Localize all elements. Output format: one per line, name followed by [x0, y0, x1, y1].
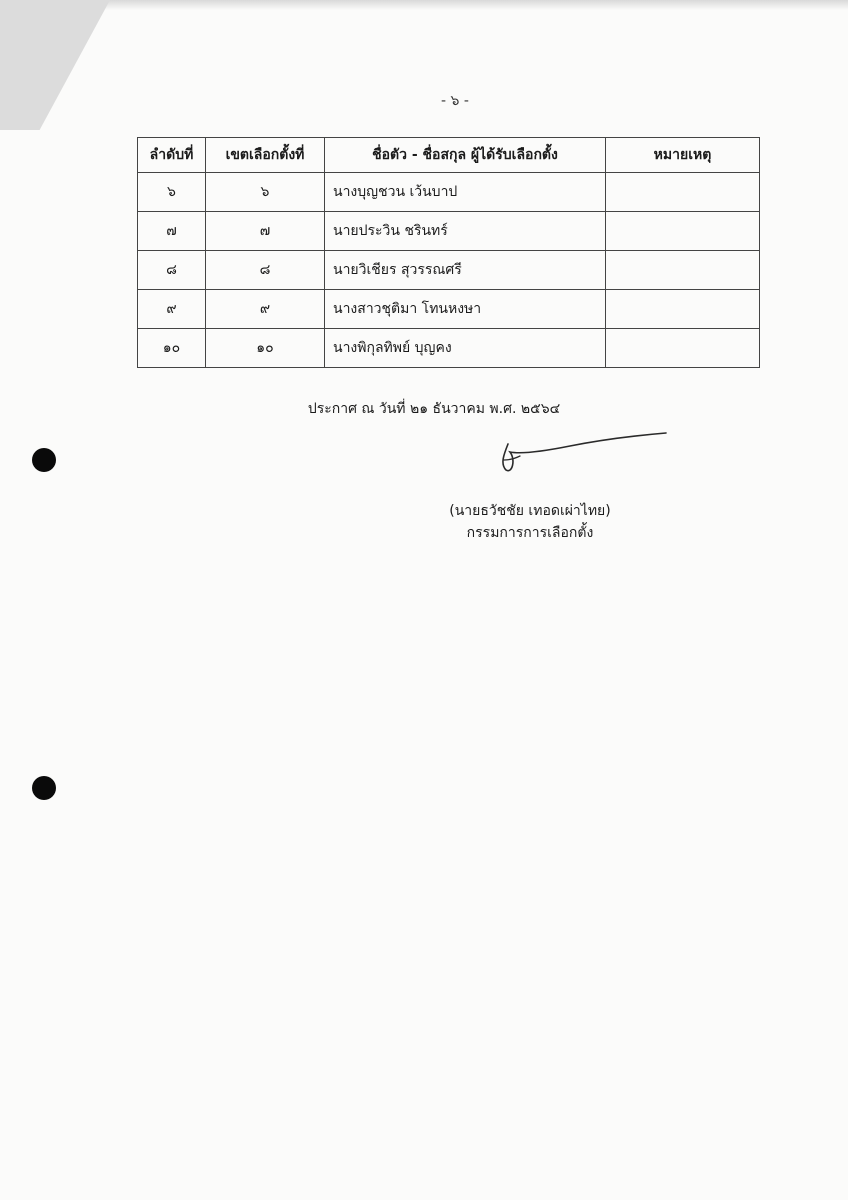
- scan-top-edge: [0, 0, 848, 10]
- row-note: [606, 251, 760, 290]
- row-zone: ๘: [206, 251, 325, 290]
- signer-title: กรรมการการเลือกตั้ง: [466, 525, 594, 541]
- row-order: ๘: [138, 251, 206, 290]
- row-zone: ๑๐: [206, 329, 325, 368]
- table-row: [138, 329, 760, 368]
- row-note: [606, 212, 760, 251]
- header-name: ชื่อตัว - ชื่อสกุล ผู้ได้รับเลือกตั้ง: [325, 138, 606, 173]
- binder-hole: [32, 776, 56, 800]
- row-note: [606, 290, 760, 329]
- page-number: - ๖ -: [441, 93, 469, 109]
- row-name: นายวิเชียร สุวรรณศรี: [325, 251, 606, 290]
- table-row: [138, 212, 760, 251]
- signer-name: (นายธวัชชัย เทอดเผ่าไทย): [449, 503, 611, 519]
- row-note: [606, 329, 760, 368]
- row-order: ๙: [138, 290, 206, 329]
- table-row: [138, 173, 760, 212]
- row-order: ๖: [138, 173, 206, 212]
- elected-members-table: [137, 137, 760, 368]
- row-zone: ๗: [206, 212, 325, 251]
- row-name: นางสาวชุติมา โทนหงษา: [325, 290, 606, 329]
- table-header-row: [138, 138, 760, 173]
- row-note: [606, 173, 760, 212]
- table-row: [138, 251, 760, 290]
- row-name: นางบุญชวน เว้นบาป: [325, 173, 606, 212]
- row-zone: ๖: [206, 173, 325, 212]
- header-order: ลำดับที่: [138, 138, 206, 173]
- binder-hole: [32, 448, 56, 472]
- header-zone: เขตเลือกตั้งที่: [206, 138, 325, 173]
- table-row: [138, 290, 760, 329]
- handwritten-signature: [480, 430, 670, 480]
- row-name: นางพิกุลทิพย์ บุญคง: [325, 329, 606, 368]
- header-note: หมายเหตุ: [606, 138, 760, 173]
- announcement-date: ประกาศ ณ วันที่ ๒๑ ธันวาคม พ.ศ. ๒๕๖๔: [307, 401, 561, 417]
- row-order: ๗: [138, 212, 206, 251]
- row-order: ๑๐: [138, 329, 206, 368]
- row-zone: ๙: [206, 290, 325, 329]
- row-name: นายประวิน ชรินทร์: [325, 212, 606, 251]
